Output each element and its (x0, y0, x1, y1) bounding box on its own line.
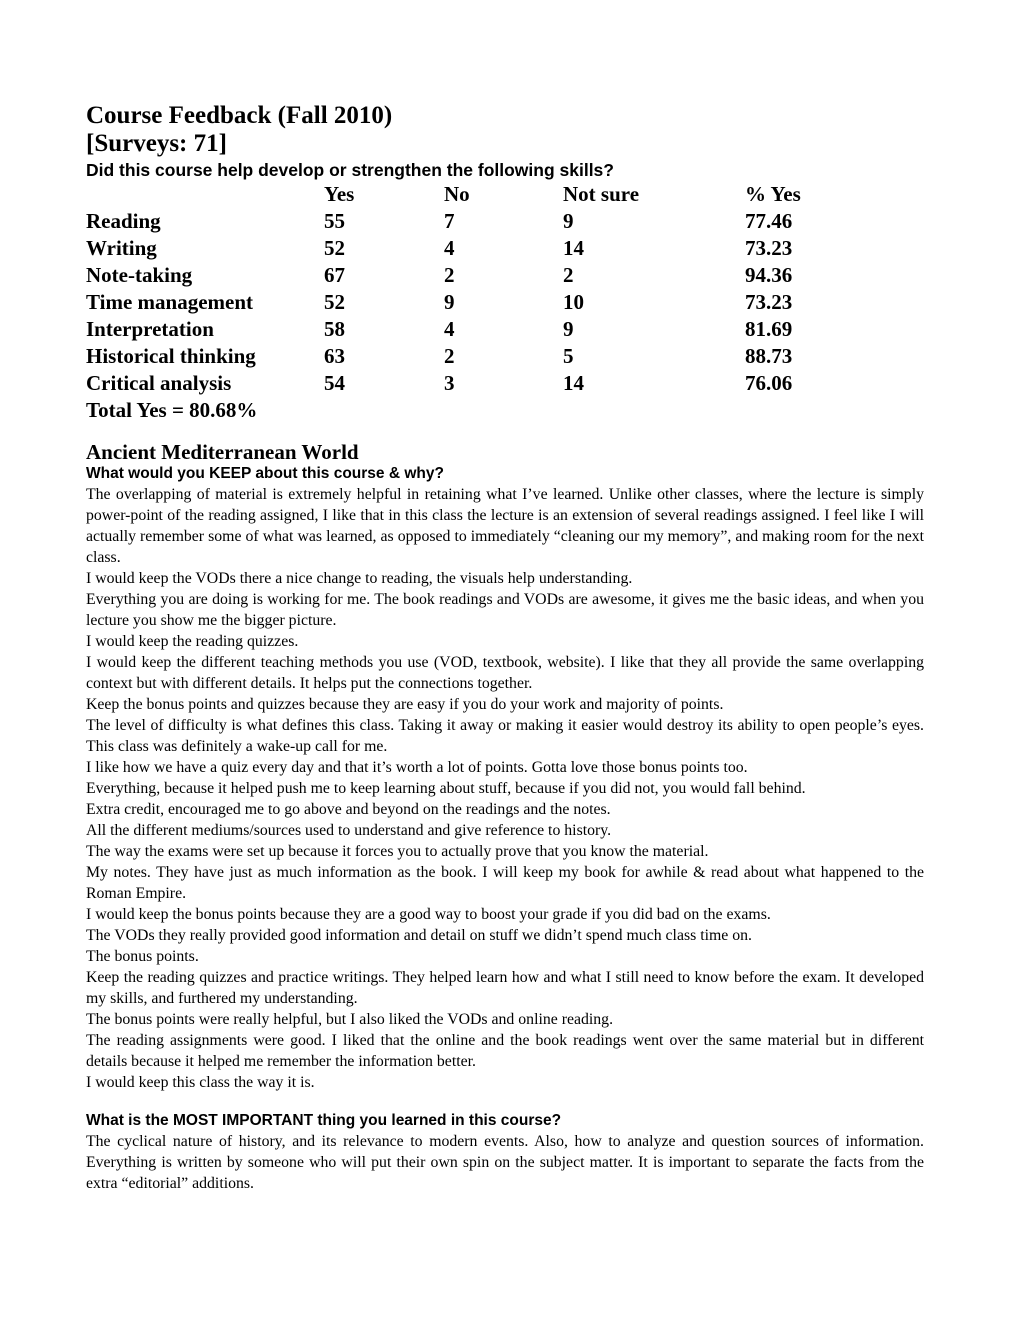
table-cell: 88.73 (745, 344, 793, 368)
table-row (86, 262, 865, 289)
response-paragraph: Everything, because it helped push me to keep learning about stuff, because if you did not, you would fall behind. (86, 780, 806, 797)
table-cell: 9 (563, 317, 574, 341)
table-cell: 67 (324, 263, 345, 287)
table-row (86, 370, 865, 397)
response-paragraph: The level of difficulty is what defines this class. Taking it away or making it easier would destroy its ability to open people’s eyes. This class was definitely a wake-up call for me. (86, 717, 924, 755)
table-cell: 73.23 (745, 290, 793, 314)
response-paragraph: My notes. They have just as much information as the book. I will keep my book for awhile & read about what happened to the Roman Empire. (86, 864, 924, 902)
table-header-cell: Yes (324, 182, 355, 206)
response-paragraph: Keep the bonus points and quizzes because they are easy if you do your work and majority of points. (86, 696, 724, 713)
response-paragraph: The bonus points. (86, 948, 199, 965)
skill-name-cell: Writing (86, 236, 157, 260)
keep-responses (86, 484, 924, 1093)
table-cell: 2 (563, 263, 574, 287)
table-cell: 94.36 (745, 263, 793, 287)
table-cell: 73.23 (745, 236, 793, 260)
table-header-cell: % Yes (745, 182, 801, 206)
table-header-row (86, 181, 865, 208)
skills-table (86, 181, 865, 397)
section-title: Ancient Mediterranean World (86, 440, 359, 464)
response-paragraph: I would keep this class the way it is. (86, 1074, 315, 1091)
table-cell: 10 (563, 290, 584, 314)
response-paragraph: I would keep the VODs there a nice change to reading, the visuals help understanding. (86, 570, 633, 587)
table-cell: 14 (563, 236, 584, 260)
table-row (86, 289, 865, 316)
table-cell: 81.69 (745, 317, 793, 341)
table-cell: 5 (563, 344, 574, 368)
table-cell: 54 (324, 371, 345, 395)
response-paragraph: All the different mediums/sources used to understand and give reference to history. (86, 822, 612, 839)
survey-count: [Surveys: 71] (86, 130, 227, 157)
response-paragraph: I like how we have a quiz every day and that it’s worth a lot of points. Gotta love those bonus points too. (86, 759, 748, 776)
response-paragraph: The reading assignments were good. I liked that the online and the book readings went over the same material but in different details because it helped me remember the information better. (86, 1032, 924, 1070)
skill-name-cell: Note-taking (86, 263, 193, 287)
table-cell: 52 (324, 290, 345, 314)
keep-question: What would you KEEP about this course & why? (86, 465, 444, 482)
response-paragraph: The way the exams were set up because it forces you to actually prove that you know the material. (86, 843, 709, 860)
table-cell: 52 (324, 236, 345, 260)
skills-question: Did this course help develop or strengthen the following skills? (86, 160, 614, 180)
response-paragraph: I would keep the reading quizzes. (86, 633, 299, 650)
page-title: Course Feedback (Fall 2010) (86, 102, 393, 129)
skill-name-cell: Critical analysis (86, 371, 232, 395)
table-row (86, 235, 865, 262)
table-header-cell (86, 181, 324, 208)
response-paragraph: Keep the reading quizzes and practice writings. They helped learn how and what I still need to know before the exam. It developed my skills, and furthered my understanding. (86, 969, 924, 1007)
table-row (86, 316, 865, 343)
important-responses (86, 1131, 924, 1194)
response-paragraph: Everything you are doing is working for me. The book readings and VODs are awesome, it gives me the basic ideas, and when you lecture you show me the bigger picture. (86, 591, 924, 629)
document-page (86, 102, 924, 1194)
table-header-cell: Not sure (563, 182, 640, 206)
table-cell: 58 (324, 317, 345, 341)
table-cell: 55 (324, 209, 345, 233)
table-cell: 3 (444, 371, 455, 395)
skill-name-cell: Interpretation (86, 317, 214, 341)
skill-name-cell: Reading (86, 209, 161, 233)
skill-name-cell: Historical thinking (86, 344, 256, 368)
response-paragraph: Extra credit, encouraged me to go above and beyond on the readings and the notes. (86, 801, 611, 818)
table-row (86, 208, 865, 235)
table-cell: 77.46 (745, 209, 793, 233)
response-paragraph: The VODs they really provided good information and detail on stuff we didn’t spend much class time on. (86, 927, 752, 944)
table-cell: 63 (324, 344, 345, 368)
table-header-cell: No (444, 182, 470, 206)
table-cell: 76.06 (745, 371, 793, 395)
total-yes: Total Yes = 80.68% (86, 398, 258, 422)
skill-name-cell: Time management (86, 290, 254, 314)
table-cell: 2 (444, 344, 455, 368)
table-cell: 9 (444, 290, 455, 314)
table-cell: 7 (444, 209, 455, 233)
response-paragraph: The overlapping of material is extremely helpful in retaining what I’ve learned. Unlike other classes, where the lecture is simply power-point of the reading assigned, I like that in this class the lecture is an extension of several readings assigned. I feel like I will actually remember some of what was learned, as opposed to immediately “cleaning our my memory”, and making room for the next class. (86, 486, 924, 566)
response-paragraph: I would keep the bonus points because they are a good way to boost your grade if you did bad on the exams. (86, 906, 771, 923)
table-cell: 9 (563, 209, 574, 233)
table-cell: 14 (563, 371, 584, 395)
table-cell: 4 (444, 317, 455, 341)
table-cell: 2 (444, 263, 455, 287)
table-cell: 4 (444, 236, 455, 260)
response-paragraph: The cyclical nature of history, and its relevance to modern events. Also, how to analyze and question sources of information. Everything is written by someone who will put their own spin on the subject matter. It is important to separate the facts from the extra “editorial” additions. (86, 1133, 924, 1192)
important-question: What is the MOST IMPORTANT thing you learned in this course? (86, 1112, 562, 1129)
response-paragraph: I would keep the different teaching methods you use (VOD, textbook, website). I like that they all provide the same overlapping context but with different details. It helps put the connections together. (86, 654, 924, 692)
skills-table-body (86, 208, 865, 397)
table-row (86, 343, 865, 370)
response-paragraph: The bonus points were really helpful, but I also liked the VODs and online reading. (86, 1011, 614, 1028)
